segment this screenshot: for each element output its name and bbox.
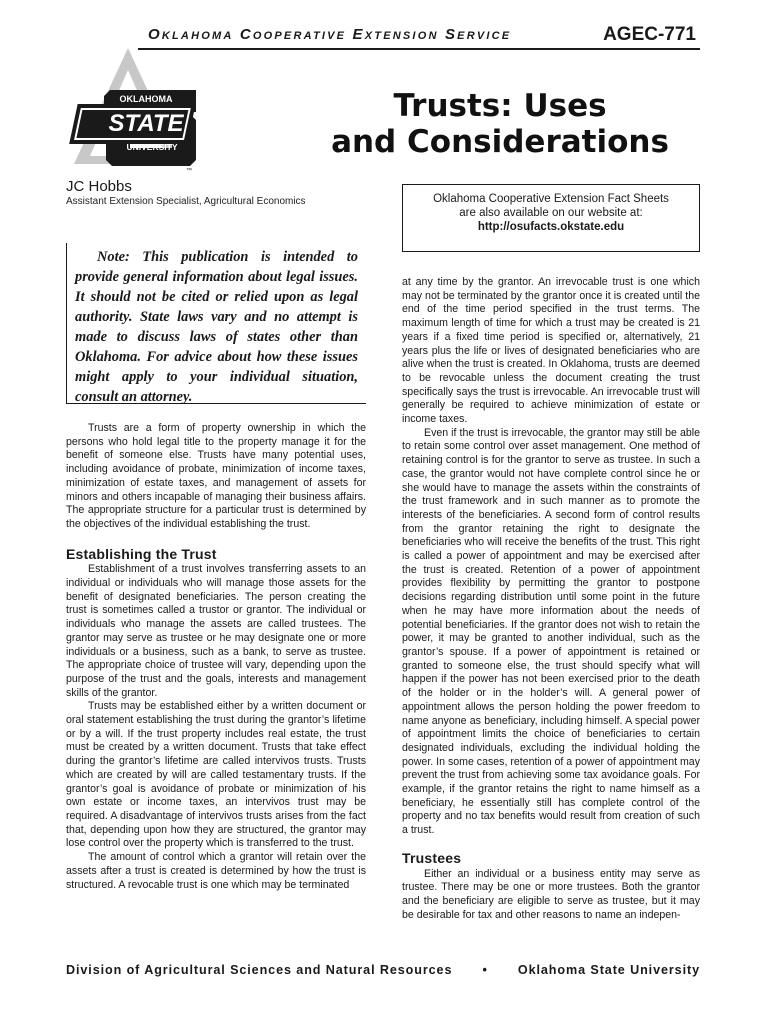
paragraph: at any time by the grantor. An irrevocable trust is one which may not be terminated by the grantor once it is created until the end of the time period specified in the trust terms. The maximum length of time for which a trust may be created is 21 years if a fixed time period is specified or, alternatively, 21 years plus the life or lives of designated beneficiaries who are alive when the trust is created. In Oklahoma, trusts are deemed to be revocable unless the document creating the trust specifically says the trust is irrevocable. An irrevocable trust will generally be required to achieve minimization of estate or income taxes. (402, 276, 700, 426)
paragraph: Establishment of a trust involves transferring assets to an individual or individuals who will manage those assets for the benefit of designated beneficiaries. The person creating the trust is sometimes called a trustor or grantor. The individual or individuals who manage the assets are called trustees. The grantor may serve as trustee or he may designate one or more individuals or a business, such as a bank, to serve as trustee. The appropriate choice of trustee will vary, depending upon the purpose of the trust and the goals, interests and management skills of the grantor. (66, 563, 366, 699)
page-footer (66, 963, 700, 977)
intro-paragraph: Trusts are a form of property ownership in which the persons who hold legal title to the property manage it for the benefit of someone else. Trusts have many potential uses, including avoidance of probate, minimization of income taxes, minimization of estate taxes, and management of assets for minors and others incapable of managing their business affairs. The appropriate structure for a particular trust is determined by the objectives of the individual establishing the trust. (66, 422, 366, 530)
paragraph: Either an individual or a business entity may serve as trustee. There may be one or more trustees. Both the grantor and the beneficiary are eligible to serve as trustee, but it may be desirable for tax and other reasons to name an indepen- (402, 867, 700, 921)
factbox-url[interactable]: http://osufacts.okstate.edu (477, 221, 625, 233)
footer-division: Division of Agricultural Sciences and Natural Resources (66, 963, 453, 977)
logo-text-university: UNIVERSITY (126, 142, 178, 152)
heading-trustees: Trustees (402, 849, 462, 866)
logo-text-state: STATE (108, 110, 184, 137)
legal-note: Note: This publication is intended to provide general information about legal issues. It should not be cited or relied upon as legal authority. State laws vary and no attempt is made to discuss laws of states other than Oklahoma. For advice about how these issues might apply to your individual situation, consult an attorney. (66, 243, 366, 404)
factbox-line-2: are also available on our website at: (459, 207, 643, 219)
fact-sheet-box (402, 184, 700, 252)
paragraph: The amount of control which a grantor will retain over the assets after a trust is created is determined by how the trust is structured. A revocable trust is one which may be terminated (66, 851, 366, 891)
right-column (402, 276, 700, 922)
author-name: JC Hobbs (66, 178, 132, 195)
logo-text-oklahoma: OKLAHOMA (119, 94, 173, 104)
series-header (138, 26, 700, 50)
title-line-2: and Considerations (331, 124, 669, 160)
paragraph: Even if the trust is irrevocable, the grantor may still be able to retain some control over asset management. One method of retaining control is for the grantor to serve as trustee. In such a case, the grantor would not have complete control since he or she would have to manage the assets within the constraints of the trust framework and in such manner as to promote the interests of the beneficiaries. A second form of control results from the grantor retaining the right to designate the beneficiaries who will receive the benefits of the trust. This right is called a power of appointment and may be exercised after the trust is created. Retention of a power of appointment provides flexibility by permitting the grantor to postpone decisions regarding distribution until some point in the future when he may have more information about the needs of potential beneficiaries. If the grantor does not wish to retain the power, it may be granted to another individual, such as the grantor’s spouse. If a power of appointment is retained or granted to someone else, the trust should specify what will happen if the power has not been exercised prior to the death of the holder or in the holder’s will. A general power of appointment allows the person holding the power freedom to name anyone as beneficiary, including himself. A special power of appointment limits the choice of beneficiaries to certain designated individuals, excluding the individual holding the power. In some cases, retention of a power of appointment may prevent the trust from achieving some tax avoidance goals. For example, if the grantor retains the right to name himself as a beneficiary, he essentially still has complete control of the property and no tax benefits would result from creation of such a trust. (402, 426, 700, 837)
document-title (300, 88, 700, 160)
footer-university: Oklahoma State University (517, 963, 700, 977)
left-column (66, 422, 366, 892)
author-position: Assistant Extension Specialist, Agricultural Economics (66, 196, 306, 207)
logo-trademark: ™ (186, 168, 192, 174)
series-name: Oklahoma Cooperative Extension Service (148, 26, 512, 43)
paragraph: Trusts may be established either by a written document or oral statement establishing the trust during the grantor’s lifetime or by a will. If the trust property includes real estate, the trust must be created by a written document. Trusts that take effect during the grantor’s lifetime are called intervivos trusts. Trusts which are created by will are called testamentary trusts. If the grantor’s goal is avoidance of probate or minimization of his own estate or income taxes, an intervivos trust may be required. A disadvantage of intervivos trusts arises from the fact that, depending upon how they are structured, the grantor may lose control over the property which is transferred to the trust. (66, 700, 366, 850)
osu-logo-mark (66, 46, 216, 176)
factbox-line-1: Oklahoma Cooperative Extension Fact Sheets (433, 193, 669, 205)
osu-logo (66, 46, 216, 176)
footer-separator: • (482, 963, 488, 977)
publication-code: AGEC-771 (603, 24, 696, 45)
title-line-1: Trusts: Uses (393, 88, 607, 124)
heading-establishing-trust: Establishing the Trust (66, 545, 217, 562)
